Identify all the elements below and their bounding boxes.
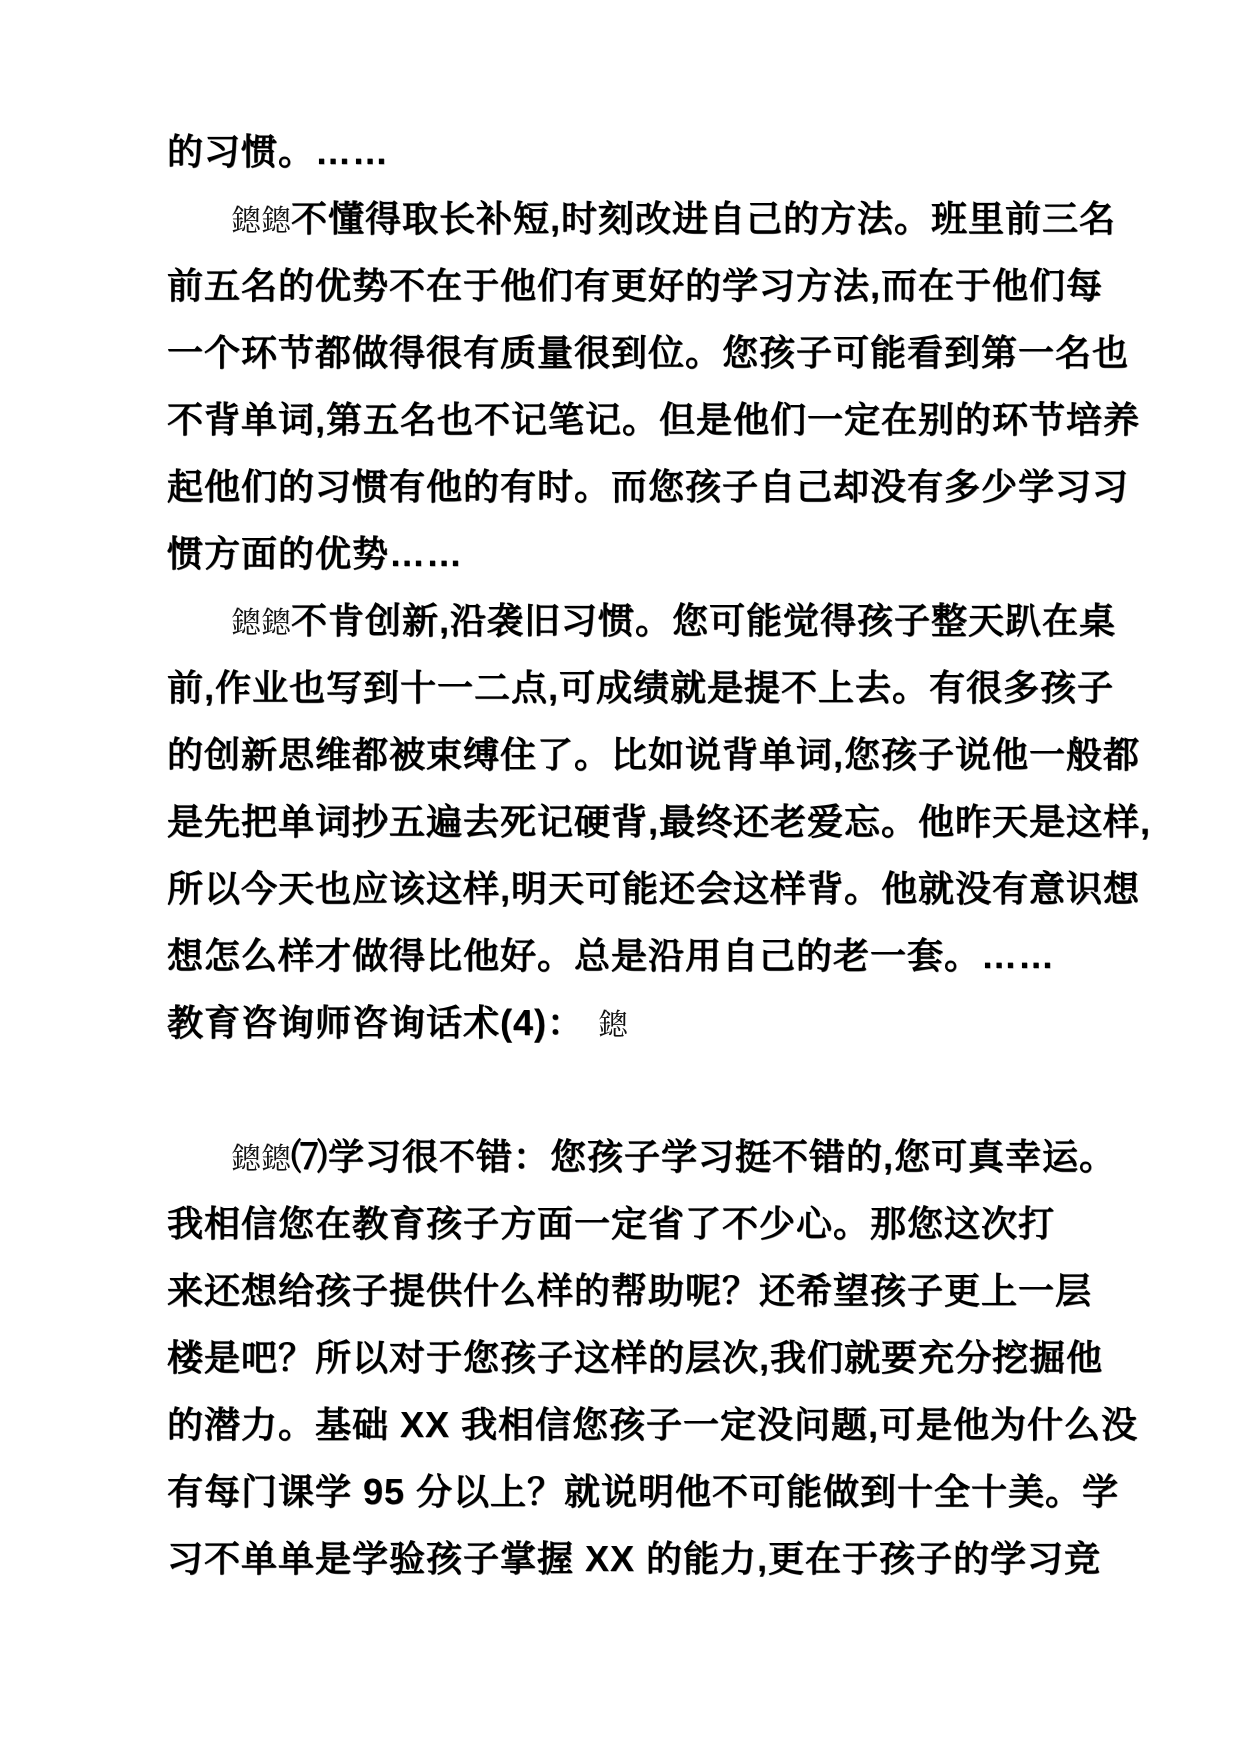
- garbled-prefix: 鏓鏓: [231, 1143, 291, 1176]
- garbled-prefix: 鏓鏓: [231, 205, 291, 238]
- line-text: 前五名的优势不在于他们有更好的学习方法,而在于他们每: [167, 265, 1104, 306]
- line-text: 前,作业也写到十一二点,可成绩就是提不上去。有很多孩子: [167, 667, 1115, 708]
- line-text: 不懂得取长补短,时刻改进自己的方法。班里前三名: [291, 198, 1117, 239]
- line-text: 的习惯。……: [167, 131, 390, 172]
- text-line: [167, 252, 1104, 319]
- text-line: [167, 319, 1130, 386]
- text-line: [167, 185, 1117, 252]
- line-text: 一个环节都做得很有质量很到位。您孩子可能看到第一名也: [167, 332, 1130, 373]
- line-text: 习不单单是学验孩子掌握 XX 的能力,更在于孩子的学习竞: [167, 1538, 1102, 1579]
- blank-line: [167, 1056, 1081, 1123]
- line-text: 的创新思维都被束缚住了。比如说背单词,您孩子说他一般都: [167, 734, 1141, 775]
- text-line: [167, 118, 1081, 185]
- text-line: [167, 1324, 1104, 1391]
- line-text: 所以今天也应该这样,明天可能还会这样背。他就没有意识想: [167, 868, 1141, 909]
- line-text: 是先把单词抄五遍去死记硬背,最终还老爱忘。他昨天是这样,: [167, 801, 1152, 842]
- text-line: [167, 654, 1115, 721]
- line-text: 楼是吧？所以对于您孩子这样的层次,我们就要充分挖掘他: [167, 1337, 1104, 1378]
- text-line: [167, 453, 1130, 520]
- line-text: 的潜力。基础 XX 我相信您孩子一定没问题,可是他为什么没: [167, 1404, 1139, 1445]
- text-line: [167, 520, 1081, 587]
- text-line: [167, 1257, 1093, 1324]
- line-text: 不肯创新,沿袭旧习惯。您可能觉得孩子整天趴在桌: [291, 600, 1117, 641]
- text-line: [167, 922, 1081, 989]
- text-line: [167, 1391, 1139, 1458]
- garbled-prefix: 鏓鏓: [231, 607, 291, 640]
- line-text: 想怎么样才做得比他好。总是沿用自己的老一套。……: [167, 935, 1056, 976]
- line-text: 惯方面的优势……: [167, 533, 464, 574]
- line-text: 有每门课学 95 分以上？就说明他不可能做到十全十美。学: [167, 1471, 1120, 1512]
- text-line: [167, 989, 1081, 1056]
- line-text: 来还想给孩子提供什么样的帮助呢？还希望孩子更上一层: [167, 1270, 1093, 1311]
- text-line: [167, 855, 1141, 922]
- text-line: [167, 1190, 1081, 1257]
- line-text: 起他们的习惯有他的有时。而您孩子自己却没有多少学习习: [167, 466, 1130, 507]
- garbled-suffix: 鏓: [598, 1009, 628, 1042]
- text-line: [167, 721, 1141, 788]
- line-text: 教育咨询师咨询话术(4)：: [167, 1002, 584, 1043]
- text-line: [167, 587, 1117, 654]
- line-text: 我相信您在教育孩子方面一定省了不少心。那您这次打: [167, 1203, 1056, 1244]
- line-text: ⑺学习很不错：您孩子学习挺不错的,您可真幸运。: [291, 1136, 1117, 1177]
- text-line: [167, 788, 1152, 855]
- text-line: [167, 386, 1141, 453]
- line-text: 不背单词,第五名也不记笔记。但是他们一定在别的环节培养: [167, 399, 1141, 440]
- text-line: [167, 1525, 1102, 1592]
- text-line: [167, 1458, 1120, 1525]
- text-line: [167, 1123, 1117, 1190]
